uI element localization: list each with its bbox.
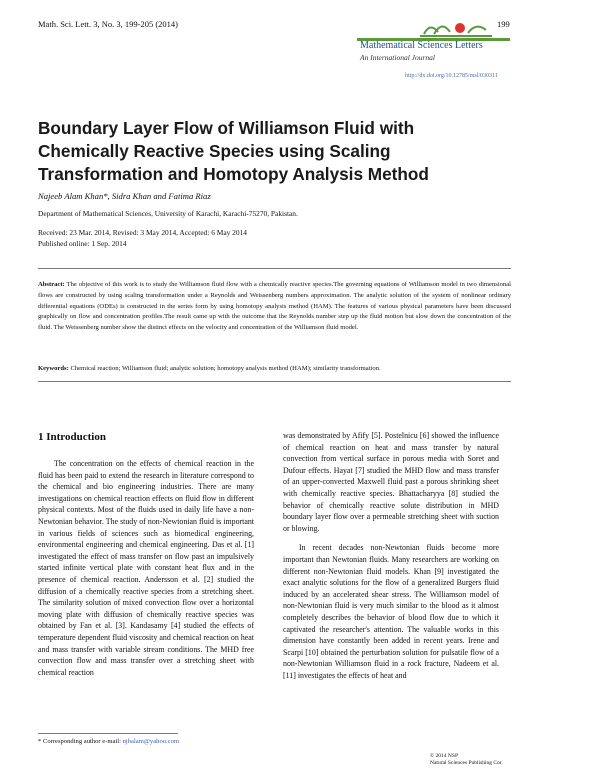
abstract-text: The objective of this work is to study the Williamson fluid flow with a chemically reactive species.The governing equations of Williamson model in two dimensional flows are constructed by using scaling transformation under a Reynolds and Weissenberg numbers approximation. The analytic solution of the system of nonlinear ordinary differential equations (ODEs) is constructed in the series form by using homotopy analysis method (HAM). The features of various physical parameters have been discussed graphically on flow and concentration profiles.The result came up with the outcome that the Reynolds number step up the fluid motion but slow down the concentration of the fluid. The Weissenberg number show the distinct effects on the velocity and concentration of the Williamson fluid model.	[38, 281, 512, 332]
received-dates: Received: 23 Mar. 2014, Revised: 3 May 2014, Accepted: 6 May 2014	[38, 228, 247, 237]
keywords	[38, 365, 511, 372]
abstract-label: Abstract:	[38, 281, 65, 288]
running-header: Math. Sci. Lett. 3, No. 3, 199-205 (2014)	[38, 19, 178, 29]
footnote-divider	[38, 733, 178, 734]
paper-title: Boundary Layer Flow of Williamson Fluid with Chemically Reactive Species using Scaling Transformation and Homotopy Analysis Method	[38, 118, 429, 184]
keywords-label: Keywords:	[38, 365, 69, 372]
left-column	[38, 458, 254, 678]
affiliation: Department of Mathematical Sciences, University of Karachi, Karachi-75270, Pakistan.	[38, 209, 298, 218]
footnote-label: * Corresponding author e-mail:	[38, 738, 121, 745]
published-date: Published online: 1 Sep. 2014	[38, 239, 127, 248]
divider-top	[38, 268, 511, 269]
paragraph: was demonstrated by Afify [5]. Postelnicu [6] showed the influence of chemical reaction on heat and mass transfer by natural convection from vertical surface in porous media with Soret and Dufour effects. Hayat [7] studied the MHD flow and mass transfer of an upper-convected Maxwell fluid past a porous shrinking sheet with chemically reactive species. Bhattacharyya [8] studied the behavior of chemically reactive solute distribution in MHD boundary layer flow over a permeable stretching sheet with suction or blowing.	[283, 431, 499, 533]
nsp-logo	[420, 18, 492, 38]
corresponding-author	[38, 738, 179, 745]
doi-link[interactable]: http://dx.doi.org/10.12785/msl/030311	[405, 73, 498, 79]
copyright-text: © 2014 NSP	[430, 753, 459, 759]
section-heading: 1 Introduction	[38, 431, 106, 443]
page-number: 199	[497, 19, 510, 29]
author-email[interactable]: njbalam@yahoo.com	[122, 738, 180, 745]
copyright	[430, 753, 503, 767]
author-list: Najeeb Alam Khan*, Sidra Khan and Fatima Riaz	[38, 191, 211, 201]
paragraph: The concentration on the effects of chemical reaction in the fluid has been paid to extend the research in literature correspond to the chemical and bio engineering industries. There are many investigations on chemical reaction effects on fluid flow in different physical contexts. Most of the fluids used in daily life have a non-Newtonian behavior. The study of non-Newtonian fluid is important in various fields of sciences such as biomedical engineering, environmental engineering and chemical engineering. Das et al. [1] investigated the effect of mass transfer on flow past an impulsively started infinite vertical plate with constant heat flux and in the presence of chemical reaction. Andersson et al. [2] studied the diffusion of a chemically reactive species from a stretching sheet. The similarity solution of mixed convection flow over a horizontal moving plate with diffusion of chemically reactive species was obtained by Fan et al. [3]. Kandasamy [4] studied the effects of temperature dependent fluid viscosity and chemical reaction on heat and mass transfer with variable stream conditions. The MHD free convection flow and mass transfer over a stretching sheet with chemical reaction	[38, 459, 254, 677]
divider-bottom	[38, 381, 511, 382]
right-column	[283, 430, 499, 681]
paragraph: In recent decades non-Newtonian fluids become more important than Newtonian fluids. Many researchers are working on different non-Newtonian fluid models. Khan [9] investigated the exact analytic solutions for the flow of a generalized Burgers fluid induced by an accelerated shear stress. The Williamson model of non-Newtonian fluid is very much similar to the blood as it almost completely describes the behavior of blood flow due to which it captivated the researcher's attention. The valuable works in this dimension have constantly been added in recent years. Irene and Scarpi [10] obtained the perturbation solution for pulsatile flow of a non-Newtonian Williamson fluid in a rock fracture, Nadeem et al. [11] investigates the effects of heat and	[283, 543, 499, 680]
journal-name: Mathematical Sciences Letters	[360, 40, 483, 51]
journal-subtitle: An International Journal	[360, 53, 435, 62]
keywords-text: Chemical reaction; Williamson fluid; analytic solution; homotopy analysis method (HAM); similarity transformation.	[70, 365, 381, 372]
publisher-name: Natural Sciences Publishing Cor.	[430, 760, 503, 766]
abstract	[38, 280, 511, 334]
publication-dates	[38, 227, 247, 249]
